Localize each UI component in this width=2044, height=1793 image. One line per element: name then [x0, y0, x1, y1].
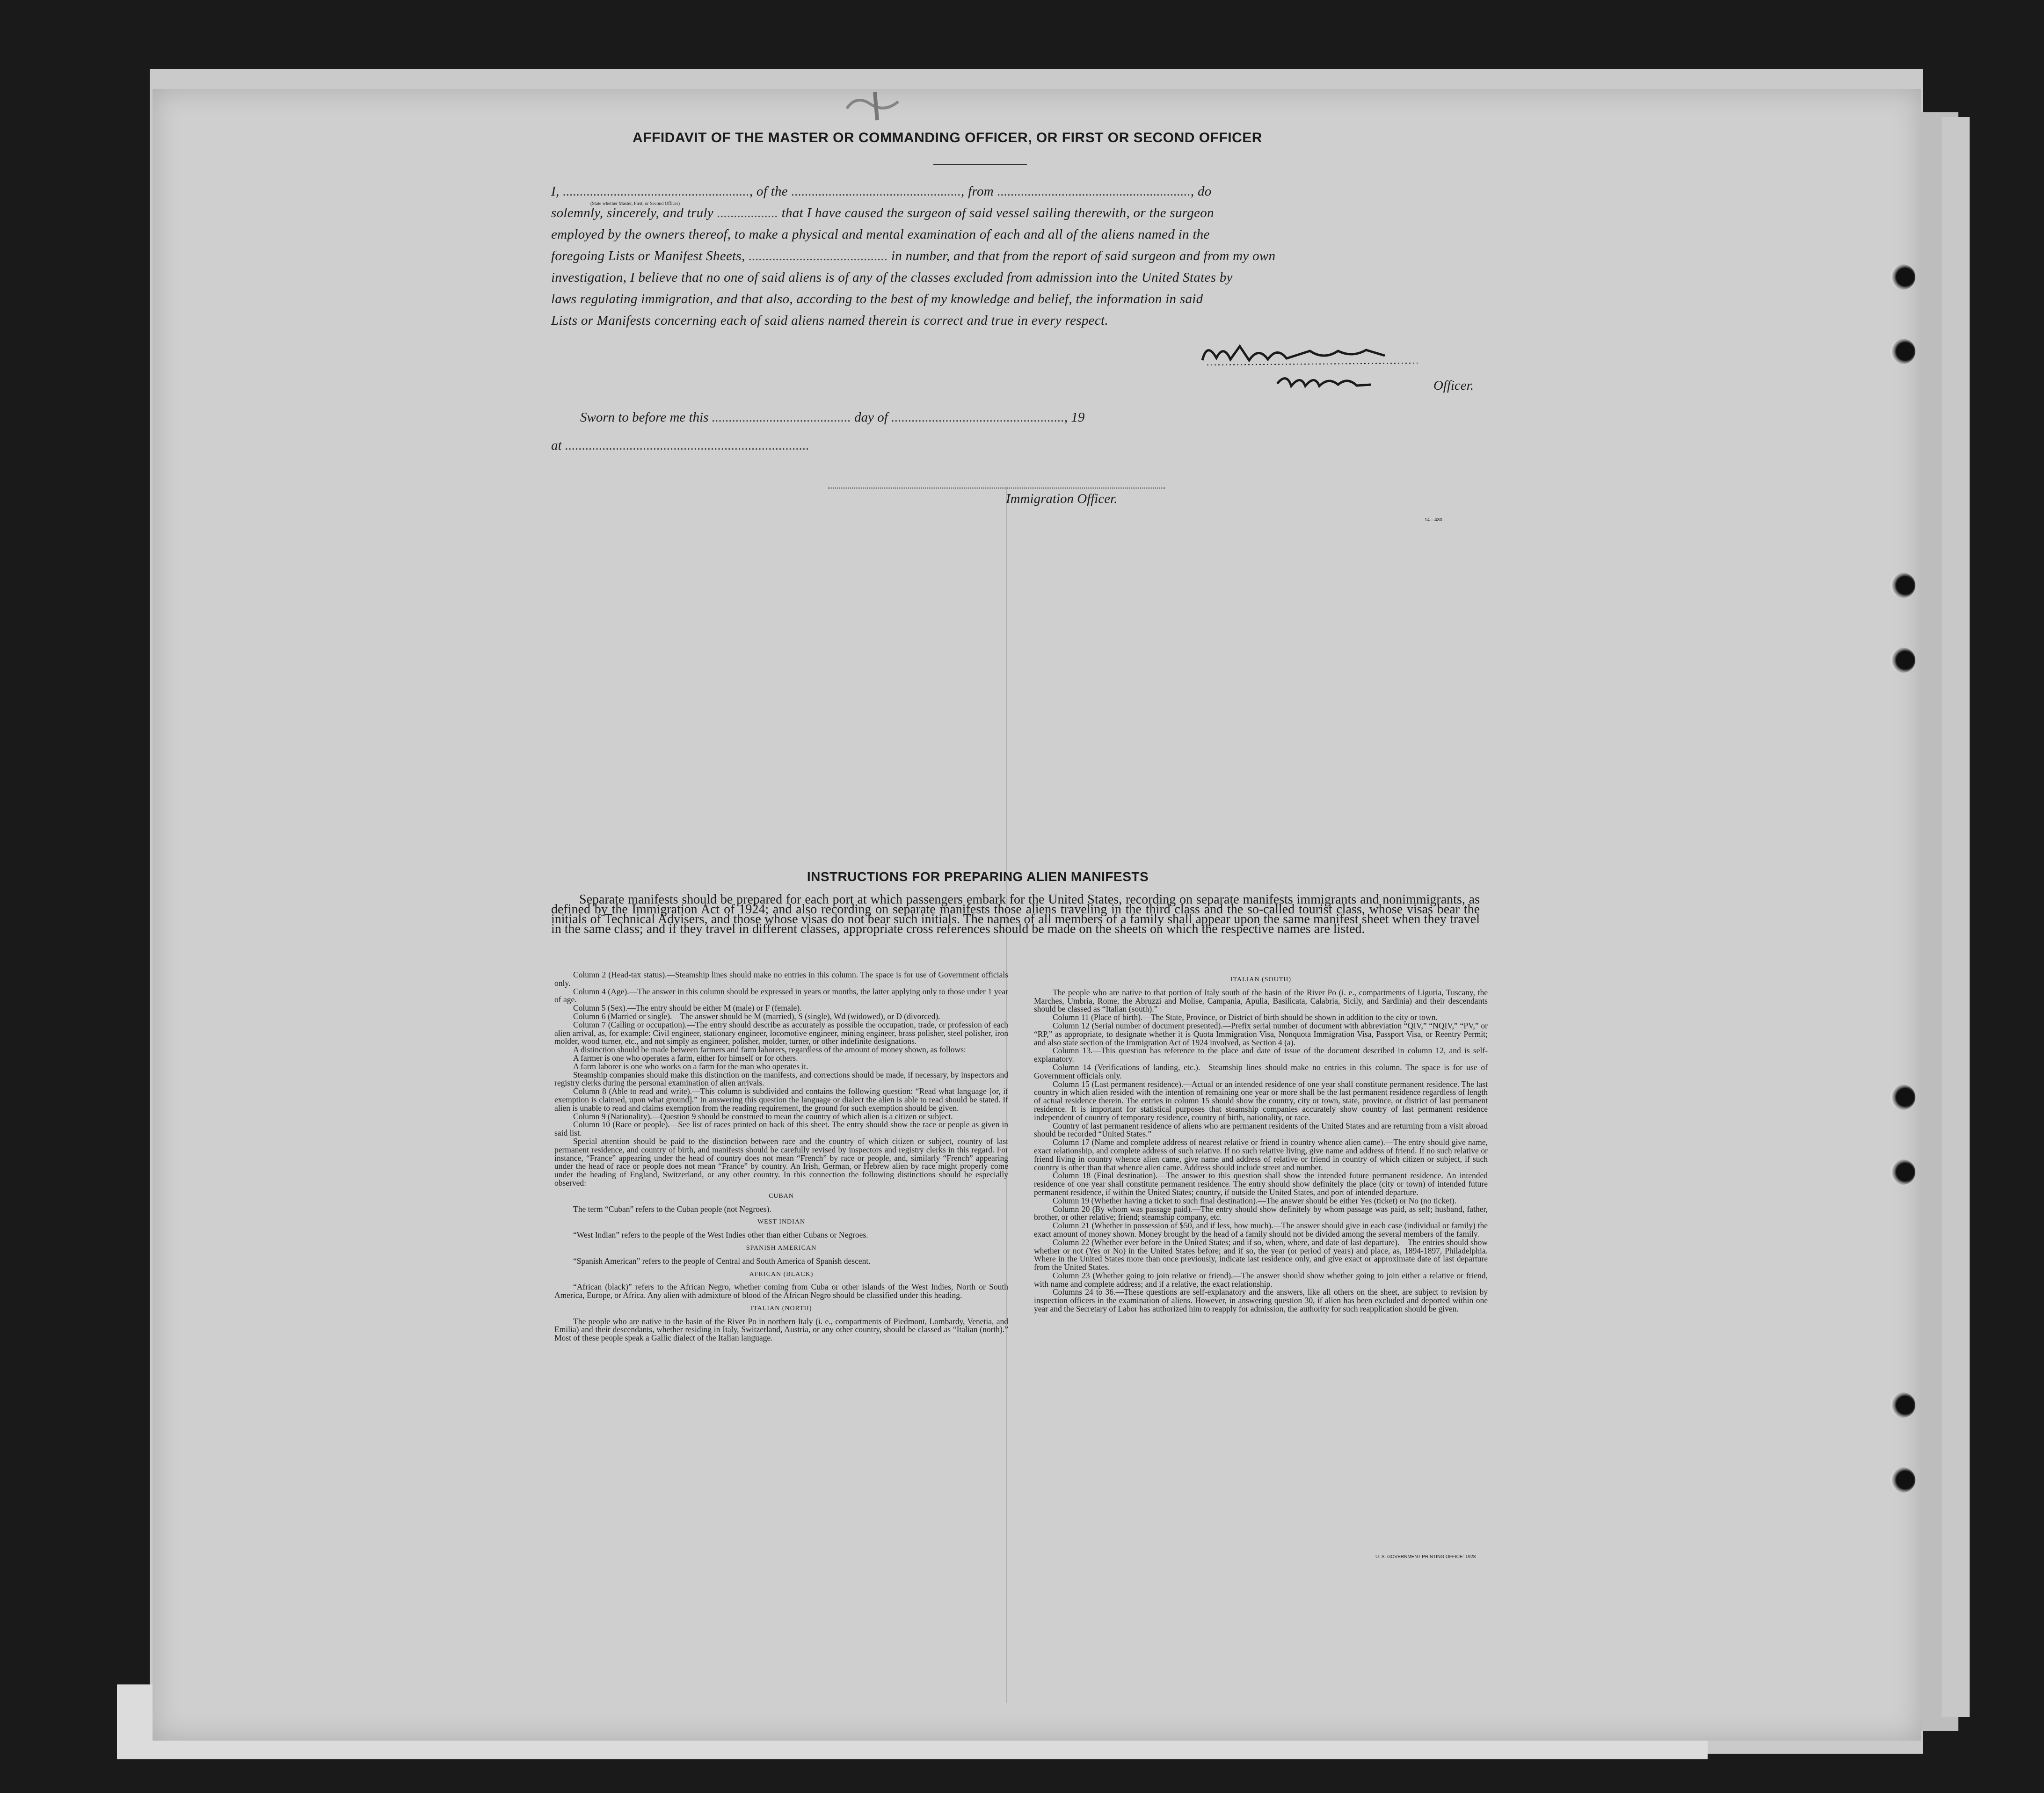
section-heading: WEST INDIAN — [757, 1218, 806, 1226]
instruction-paragraph: Column 17 (Name and complete address of nearest relative or friend in country whence alien came).—The entry should give name, exact relationship, and complete address of such relative. If no such relative living, give name and address of friend. If no such relative or friend living in country whence alien came, give name and address of relative or friend in country of which citizen or subject, if such country is other than that whence alien came. Address should include street and number. — [1034, 1137, 1488, 1172]
affidavit-title: AFFIDAVIT OF THE MASTER OR COMMANDING OFFICER, OR FIRST OR SECOND OFFICER — [633, 130, 1262, 146]
affidavit-text: solemnly, sincerely, and truly — [551, 205, 714, 220]
instruction-paragraph: Column 14 (Verifications of landing, etc.).—Steamship lines should make no entries in this column. The space is for use of Government officials only. — [1034, 1062, 1488, 1080]
sworn-line — [580, 410, 1084, 425]
affidavit-text: , from — [961, 184, 994, 199]
at-blank: ........................................................................ — [565, 438, 809, 453]
section-heading: SPANISH AMERICAN — [746, 1244, 817, 1252]
instruction-paragraph: A farmer is one who operates a farm, either for himself or for others. — [573, 1053, 798, 1063]
affidavit-line-4 — [551, 245, 1473, 267]
section-paragraph: “African (black)” refers to the African Negro, whether coming from Cuba or other islands of the West Indies, North or South America, Europe, or Africa. Any alien with admixture of blood of the African Negro should be classified under this heading. — [554, 1282, 1008, 1300]
instruction-paragraph: Column 7 (Calling or occupation).—The entry should describe as accurately as possible the occupation, trade, or profession of each alien arrival, as, for example: Civil engineer, stationary engineer, locomotive engineer, mining engineer, brass polisher, steel polisher, iron molder, wood turner, etc., and not simply as engineer, polisher, molder, turner, or other indefinite designations. — [554, 1020, 1008, 1046]
affidavit-text: , do — [1190, 184, 1212, 199]
back-sheet-right-edge — [1942, 117, 1970, 1717]
officer-signature — [1198, 337, 1432, 370]
immigration-officer-label: Immigration Officer. — [1006, 491, 1118, 506]
vessel-blank: .................................................. — [791, 184, 961, 199]
punch-hole — [1890, 1392, 1915, 1418]
officer-rank-note: (State whether Master, First, or Second Officer) — [590, 201, 680, 206]
section-heading: ITALIAN (NORTH) — [750, 1305, 812, 1312]
section-paragraph: The term “Cuban” refers to the Cuban people (not Negroes). — [573, 1204, 771, 1214]
affidavit-text: , of the — [749, 184, 788, 199]
instruction-paragraph: Column 8 (Able to read and write).—This column is subdivided and contains the following question: “Read what language [or, if exemption is claimed, upon what ground].” In answering this question the language or dialect the alien is able to read should be stated. If alien is unable to read and claims exemption from the reading requirement, the ground for such exemption should be given. — [554, 1086, 1008, 1113]
instruction-paragraph: Column 4 (Age).—The answer in this column should be expressed in years or months, the latter applying only to those under 1 year of age. — [554, 986, 1008, 1005]
section-paragraph: “West Indian” refers to the people of the West Indies other than either Cubans or Negroes. — [573, 1230, 868, 1240]
affidavit-line-1 — [551, 181, 1473, 202]
instructions-right-column — [1034, 971, 1488, 1313]
instruction-paragraph: Column 22 (Whether ever before in the United States; and if so, when, where, and date of last departure).—The entries should show whether or not (Yes or No) in the United States before; and if so, the year (or period of years) and place, as, 1894-1897, Philadelphia. Where in the United States more than once previously, indicate last residence only, and give exact or approximate date of last departure from the United States. — [1034, 1237, 1488, 1272]
affidavit-line-5: investigation, I believe that no one of said aliens is of any of the classes excluded from admission into the United States by — [551, 270, 1233, 285]
section-heading: ITALIAN (SOUTH) — [1230, 976, 1292, 983]
punch-hole — [1890, 573, 1915, 598]
form-number: 14—430 — [1425, 517, 1442, 523]
affidavit-line-3: employed by the owners thereof, to make a physical and mental examination of each and all of the aliens named in the — [551, 227, 1210, 242]
printer-line: U. S. GOVERNMENT PRINTING OFFICE: 1928 — [1375, 1554, 1476, 1560]
sworn-month-blank: ................................................... — [891, 410, 1064, 425]
stamp-mark — [842, 90, 908, 123]
instruction-paragraph: Column 12 (Serial number of document presented).—Prefix serial number of document with abbreviation “QIV,” “NQIV,” “PV,” or “RP,” as appropriate, to designate whether it is Quota Immigration Visa, Nonquota Immigration Visa, Passport Visa, or Reentry Permit; and also state section of the Immigration Act of 1924 involved, as Section 4 (a). — [1034, 1020, 1488, 1047]
instruction-paragraph: Column 21 (Whether in possession of $50, and if less, how much).—The answer should give in each case (individual or family) the exact amount of money shown. Money brought by the head of a family should not be divided among the several members of the family. — [1034, 1221, 1488, 1239]
affidavit-line-7: Lists or Manifests concerning each of said aliens named therein is correct and true in every respect. — [551, 313, 1108, 328]
punch-hole — [1890, 1085, 1915, 1110]
instruction-paragraph: The people who are native to that portion of Italy south of the basin of the River Po (i. e., compartments of Liguria, Tuscany, the Marches, Umbria, Rome, the Abruzzi and Molise, Campania, Apulia, Basilicata, Calabria, Sicily, and Sardinia) and their descendants should be classed as “Italian (south).” — [1034, 987, 1488, 1014]
affidavit-text: I, — [551, 184, 560, 199]
instruction-paragraph: Column 5 (Sex).—The entry should be either M (male) or F (female). — [573, 1003, 802, 1013]
section-paragraph: “Spanish American” refers to the people of Central and South America of Spanish descent. — [573, 1256, 871, 1266]
officer-label: Officer. — [1433, 378, 1474, 393]
punch-hole — [1890, 339, 1915, 364]
officer-name-blank: ....................................................... — [563, 184, 749, 199]
instruction-paragraph: Special attention should be paid to the distinction between race and the country of which citizen or subject, country of last permanent residence, and country of birth, and manifests should be carefully revised by inspectors and registry clerks in this regard. For instance, “France” appearing under the head of country does not mean “French” by race or people, and, similarly “French” appearing under the head of race or people does not mean “France” by country. An Irish, German, or Hebrew alien by race might properly come under the heading of England, Switzerland, or any other country. In this connection the following distinctions should be especially observed: — [554, 1136, 1008, 1188]
punch-hole — [1890, 1467, 1915, 1493]
instruction-paragraph: Column 18 (Final destination).—The answer to this question shall show the intended future permanent residence. An intended residence of one year shall constitute permanent residence. The entry should show definitely the place (city or town) of intended future permanent residence, if within the United States; country, if outside the United States, and port of intended departure. — [1034, 1171, 1488, 1197]
oath-blank: .................. — [717, 205, 778, 220]
affidavit-text: foregoing Lists or Manifest Sheets, — [551, 248, 745, 263]
instruction-paragraph: Column 13.—This question has reference to the place and date of issue of the document described in column 12, and is self-explanatory. — [1034, 1046, 1488, 1064]
instruction-paragraph: Column 10 (Race or people).—See list of races printed on back of this sheet. The entry should show the race or people as given in said list. — [554, 1120, 1008, 1138]
section-paragraph: The people who are native to the basin of the River Po in northern Italy (i. e., compartments of Piedmont, Lombardy, Venetia, and Emilia) and their descendants, whether residing in Italy, Switzerland, Austria, or any other country, should be classed as “Italian (north).” Most of these people speak a Gallic dialect of the Italian language. — [554, 1316, 1008, 1343]
sworn-text: , 19 — [1064, 410, 1085, 425]
punch-hole — [1890, 264, 1915, 290]
count-blank: ......................................... — [749, 248, 888, 263]
affidavit-text: that I have caused the surgeon of said vessel sailing therewith, or the surgeon — [781, 205, 1214, 220]
punch-hole — [1890, 648, 1915, 673]
affidavit-line-2 — [551, 202, 1473, 224]
instruction-paragraph: Column 6 (Married or single).—The answer should be M (married), S (single), Wd (widowed), or D (divorced). — [573, 1011, 940, 1021]
port-blank: ......................................................... — [997, 184, 1191, 199]
instructions-title: INSTRUCTIONS FOR PREPARING ALIEN MANIFESTS — [807, 869, 1149, 884]
instruction-paragraph: Column 19 (Whether having a ticket to such final destination).—The answer should be either Yes (ticket) or No (no ticket). — [1053, 1195, 1457, 1205]
affidavit-body — [551, 181, 1473, 331]
sworn-text: Sworn to before me this — [580, 410, 709, 425]
instruction-paragraph: Column 23 (Whether going to join relative or friend).—The answer should show whether going to join either a relative or friend, with name and complete address; and if a relative, the exact relationship. — [1034, 1270, 1488, 1289]
instruction-paragraph: A farm laborer is one who works on a farm for the man who operates it. — [573, 1061, 808, 1071]
affidavit-text: in number, and that from the report of said surgeon and from my own — [891, 248, 1276, 263]
sworn-day-blank: ......................................... — [712, 410, 851, 425]
sworn-text: day of — [854, 410, 888, 425]
punch-hole — [1890, 1159, 1915, 1185]
instruction-paragraph: A distinction should be made between farmers and farm laborers, regardless of the amount of money shown, as follows: — [573, 1045, 966, 1055]
section-heading: AFRICAN (BLACK) — [749, 1270, 814, 1278]
instruction-paragraph: Column 20 (By whom was passage paid).—The entry should show definitely by whom passage was paid, as self; husband, father, brother, or other relative; friend; steamship company, etc. — [1034, 1204, 1488, 1222]
instruction-paragraph: Country of last permanent residence of aliens who are permanent residents of the United States and are returning from a visit abroad should be recorded “United States.” — [1034, 1121, 1488, 1139]
instructions-left-column — [554, 971, 1008, 1342]
instruction-paragraph: Column 15 (Last permanent residence).—Actual or an intended residence of one year shall constitute permanent residence. The last country in which alien resided with the intention of remaining one year or more shall be the last permanent residence regardless of length of actual residence therein. The entries in column 15 should show the country, city or town, state, province, or district of last permanent residence. It is important for statistical purposes that steamship companies accurately show country of last permanent residence independent of country of temporary residence, country of birth, nationality, or race. — [1034, 1079, 1488, 1122]
at-label: at — [551, 438, 562, 453]
instruction-paragraph: Column 11 (Place of birth).—The State, Province, or District of birth should be shown in addition to the city or town. — [1053, 1013, 1438, 1022]
instruction-paragraph: Column 9 (Nationality).—Question 9 should be construed to mean the country of which alien is a citizen or subject. — [573, 1111, 953, 1121]
instruction-paragraph: Column 2 (Head-tax status).—Steamship lines should make no entries in this column. The space is for use of Government officials only. — [554, 970, 1008, 988]
title-rule — [933, 164, 1027, 165]
affidavit-line-6: laws regulating immigration, and that also, according to the best of my knowledge and belief, the information in said — [551, 292, 1203, 306]
instruction-paragraph: Steamship companies should make this distinction on the manifests, and corrections should be made, if necessary, by inspectors and registry clerks during the personal examination of alien arrivals. — [554, 1070, 1008, 1088]
instruction-paragraph: Columns 24 to 36.—These questions are self-explanatory and the answers, like all others on the sheet, are subject to revision by inspection officers in the examination of aliens. However, in answering question 30, if alien has been excluded and deported within one year and the Secretary of Labor has authorized him to reapply for admission, the authority for such reapplication should be given. — [1034, 1287, 1488, 1314]
instructions-intro: Separate manifests should be prepared for each port at which passengers embark for the United States, recording on separate manifests immigrants and nonimmigrants, as defined by the Immigration Act of 1924; and also recording on separate manifests those aliens traveling in the third class and the so-called tourist class, whose visas bear the initials of Technical Advisers, and those whose visas do not bear such initials. The names of all members of a family shall appear upon the same manifest sheet when they travel in the same class; and if they travel in different classes, appropriate cross references should be made on the sheets on which the respective names are listed. — [551, 892, 1480, 936]
section-heading: CUBAN — [768, 1192, 794, 1200]
at-line — [551, 438, 809, 453]
